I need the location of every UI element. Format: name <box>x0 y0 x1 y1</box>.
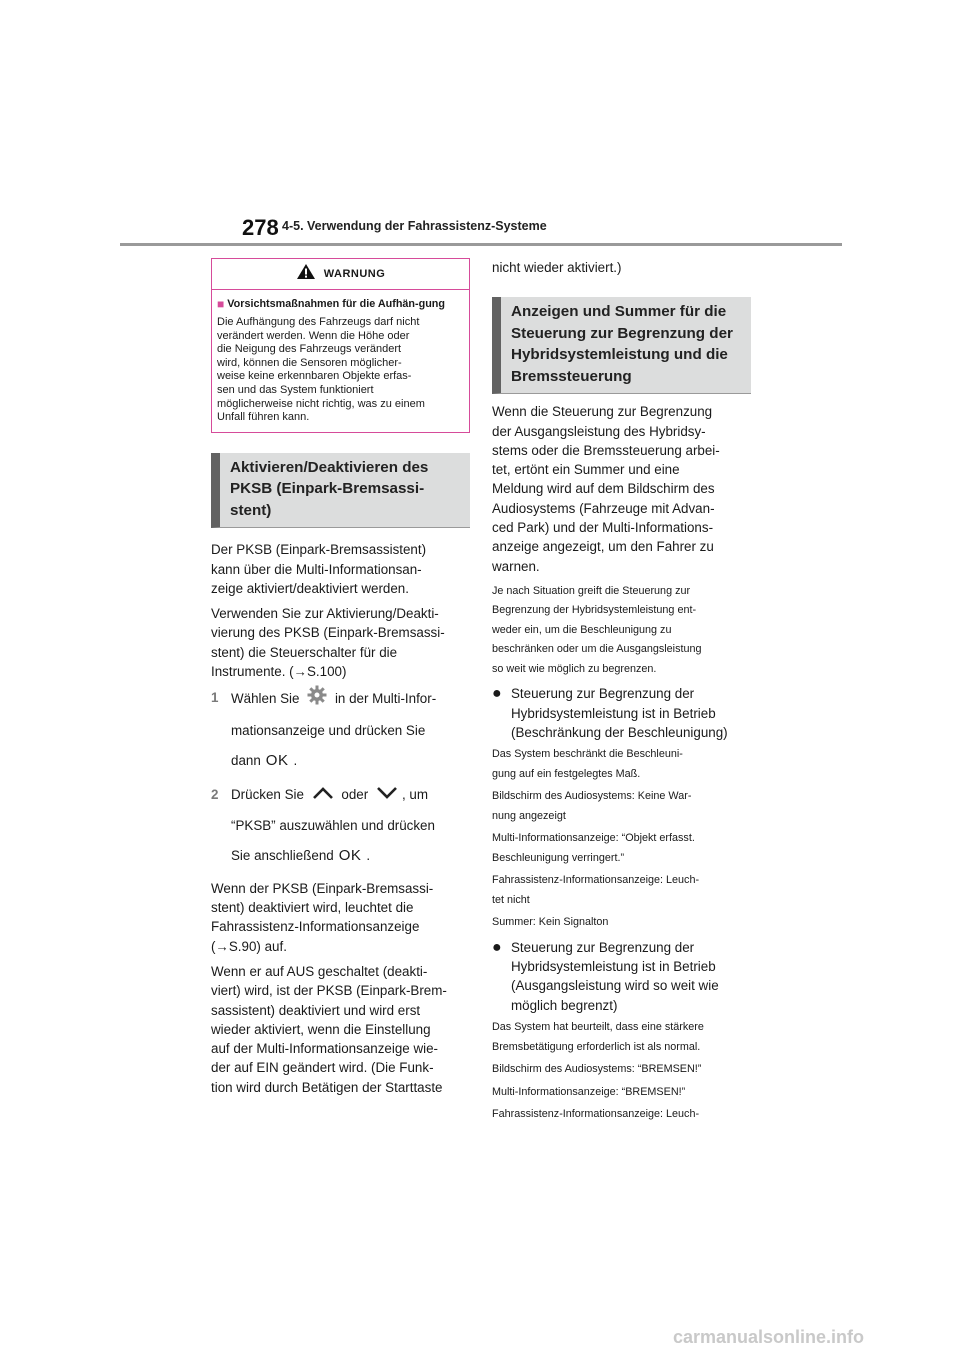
text-line: Fahrassistenz-Informationsanzeige: Leuch- <box>492 1108 700 1121</box>
text-line: Bremsbetätigung erforderlich ist als normal. <box>492 1040 701 1053</box>
text-line: Verwenden Sie zur Aktivierung/Deakti- <box>211 606 439 622</box>
text-line: Wenn er auf AUS geschaltet (deakti- <box>211 963 428 979</box>
step-text <box>231 782 435 868</box>
heading-line: stent) <box>230 501 272 519</box>
heading-line: Bremssteuerung <box>511 367 632 385</box>
text-line: sassistent) deaktiviert und wird erst <box>211 1002 421 1018</box>
warning-header <box>212 259 469 290</box>
warning-line: wird, können die Sensoren möglicher- <box>217 356 402 369</box>
text-line: warnen. <box>492 558 540 574</box>
text-line: so weit wie möglich zu begrenzen. <box>492 662 657 675</box>
paragraph <box>211 604 470 681</box>
left-column <box>211 258 470 1097</box>
text-fragment: Sie anschließend <box>231 847 334 863</box>
text-line: möglich begrenzt) <box>511 997 618 1013</box>
text-line: der Ausgangsleistung des Hybridsy- <box>492 423 706 439</box>
note-paragraph <box>492 745 751 933</box>
text-line: Wenn die Steuerung zur Begrenzung <box>492 404 713 420</box>
gear-icon <box>307 685 327 714</box>
text-line: Bildschirm des Audiosystems: “BREMSEN!” <box>492 1063 702 1076</box>
warning-triangle-icon <box>296 263 316 285</box>
text-line: ced Park) und der Multi-Informations- <box>492 520 714 536</box>
chevron-up-icon <box>312 783 334 809</box>
text-line: Multi-Informationsanzeige: “Objekt erfasst. <box>492 832 695 845</box>
text-fragment: . <box>366 847 371 863</box>
text-line: stent) deaktiviert wird, leuchtet die <box>211 900 414 916</box>
text-line: kann über die Multi-Informationsan- <box>211 561 422 577</box>
step-number: 2 <box>211 787 219 803</box>
text-line: auf der Multi-Informationsanzeige wie- <box>211 1041 439 1057</box>
chapter-title: 4-5. Verwendung der Fahrassistenz-Systeme <box>282 219 547 233</box>
heading-line: Hybridsystemleistung und die <box>511 346 728 364</box>
warning-text <box>217 316 463 425</box>
warning-line: Unfall führen kann. <box>217 411 310 424</box>
text-line: vierung des PKSB (Einpark-Bremsassi- <box>211 625 445 641</box>
right-column <box>492 258 751 1125</box>
text-line: Summer: Kein Signalton <box>492 916 609 929</box>
paragraph <box>211 962 470 1097</box>
text-line: Das System hat beurteilt, dass eine stärkere <box>492 1021 704 1034</box>
text-fragment: Drücken Sie <box>231 787 304 803</box>
step-2 <box>211 782 470 868</box>
text-line: Fahrassistenz-Informationsanzeige: Leuch- <box>492 874 700 887</box>
text-line: wieder aktiviert, wenn die Einstellung <box>211 1021 431 1037</box>
text-line: (→S.90) auf. <box>211 938 287 954</box>
text-fragment: in der Multi-Infor- <box>334 691 437 707</box>
text-line: Steuerung zur Begrenzung der <box>511 686 695 702</box>
text-line: nung angezeigt <box>492 809 566 822</box>
text-line: stems oder die Bremssteuerung arbei- <box>492 442 720 458</box>
warning-line: möglicherweise nicht richtig, was zu einem <box>217 397 425 410</box>
text-fragment: “PKSB” auszuwählen und drücken <box>231 817 435 833</box>
text-line: zeige aktiviert/deaktiviert werden. <box>211 580 409 596</box>
paragraph <box>211 879 470 956</box>
watermark: carmanualsonline.info <box>673 1327 865 1347</box>
text-line: anzeige angezeigt, um den Fahrer zu <box>492 539 714 555</box>
warning-title: WARNUNG <box>323 268 386 280</box>
section-heading-pksb <box>211 453 470 529</box>
text-line: viert) wird, ist der PKSB (Einpark-Brem- <box>211 983 447 999</box>
text-line: Instrumente. (→S.100) <box>211 664 347 680</box>
text-fragment: Wählen Sie <box>231 691 300 707</box>
text-line: Der PKSB (Einpark-Bremsassistent) <box>211 542 427 558</box>
chevron-down-icon <box>376 783 398 809</box>
text-line: (Beschränkung der Beschleunigung) <box>511 725 728 741</box>
warning-line: sen und das System funktioniert <box>217 383 374 396</box>
text-line: Audiosystems (Fahrzeuge mit Advan- <box>492 500 715 516</box>
ok-button-icon: OK <box>338 846 362 864</box>
note-paragraph <box>492 582 751 680</box>
text-line: weder ein, um die Beschleunigung zu <box>492 623 672 636</box>
bullet-item <box>492 938 751 1015</box>
text-line: Beschleunigung verringert.” <box>492 851 625 864</box>
warning-line: weise keine erkennbaren Objekte erfas- <box>217 370 412 383</box>
note-paragraph <box>492 1018 751 1125</box>
text-fragment: mationsanzeige und drücken Sie <box>231 723 426 739</box>
bullet-dot-icon: ● <box>492 938 502 956</box>
text-line: Je nach Situation greift die Steuerung zur <box>492 584 691 597</box>
text-line: stent) die Steuerschalter für die <box>211 644 398 660</box>
text-fragment: oder <box>341 787 369 803</box>
heading-line: Aktivieren/Deaktivieren des <box>230 458 429 476</box>
heading-line: PKSB (Einpark-Bremsassi- <box>230 480 425 498</box>
text-line: Bildschirm des Audiosystems: Keine War- <box>492 790 692 803</box>
text-fragment: . <box>293 753 298 769</box>
ok-button-icon: OK <box>265 752 289 770</box>
text-line: Das System beschränkt die Beschleuni- <box>492 748 683 761</box>
square-bullet-icon: ■ <box>217 297 225 311</box>
paragraph <box>211 540 470 598</box>
warning-box <box>211 258 470 433</box>
text-line: der auf EIN geändert wird. (Die Funk- <box>211 1060 434 1076</box>
text-line: gung auf ein festgelegtes Maß. <box>492 767 641 780</box>
text-line: Wenn der PKSB (Einpark-Bremsassi- <box>211 880 434 896</box>
heading-line: Anzeigen und Summer für die <box>511 303 727 321</box>
heading-line: Steuerung zur Begrenzung der <box>511 324 733 342</box>
text-line: Hybridsystemleistung ist in Betrieb <box>511 959 716 975</box>
text-line: Hybridsystemleistung ist in Betrieb <box>511 705 716 721</box>
warning-subtitle-text: Vorsichtsmaßnahmen für die Aufhän-gung <box>227 298 445 310</box>
text-line: tion wird durch Betätigen der Starttaste <box>211 1079 443 1095</box>
paragraph <box>492 402 751 576</box>
step-number: 1 <box>211 690 219 706</box>
warning-line: die Neigung des Fahrzeugs verändert <box>217 343 402 356</box>
text-line: Begrenzung der Hybridsystemleistung ent- <box>492 604 697 617</box>
warning-body <box>212 290 469 432</box>
bullet-dot-icon: ● <box>492 685 502 703</box>
header-rule <box>120 243 842 246</box>
text-line: tet nicht <box>492 893 530 906</box>
page-number: 278 <box>242 215 279 240</box>
text-line: beschränken oder um die Ausgangsleistung <box>492 643 702 656</box>
text-line: tet, ertönt ein Summer und eine <box>492 462 680 478</box>
text-fragment: dann <box>231 753 261 769</box>
continuation-text: nicht wieder aktiviert.) <box>492 260 622 275</box>
step-text <box>231 685 436 774</box>
text-line: Multi-Informationsanzeige: “BREMSEN!” <box>492 1085 686 1098</box>
section-heading-indicators <box>492 297 751 394</box>
text-line: Steuerung zur Begrenzung der <box>511 939 695 955</box>
text-fragment: , um <box>401 787 428 803</box>
text-line: Meldung wird auf dem Bildschirm des <box>492 481 715 497</box>
text-line: (Ausgangsleistung wird so weit wie <box>511 978 719 994</box>
warning-line: verändert werden. Wenn die Höhe oder <box>217 329 410 342</box>
text-line: Fahrassistenz-Informationsanzeige <box>211 919 420 935</box>
warning-line: Die Aufhängung des Fahrzeugs darf nicht <box>217 316 420 328</box>
warning-subtitle <box>217 298 463 311</box>
bullet-item <box>492 684 751 742</box>
step-1 <box>211 685 470 774</box>
